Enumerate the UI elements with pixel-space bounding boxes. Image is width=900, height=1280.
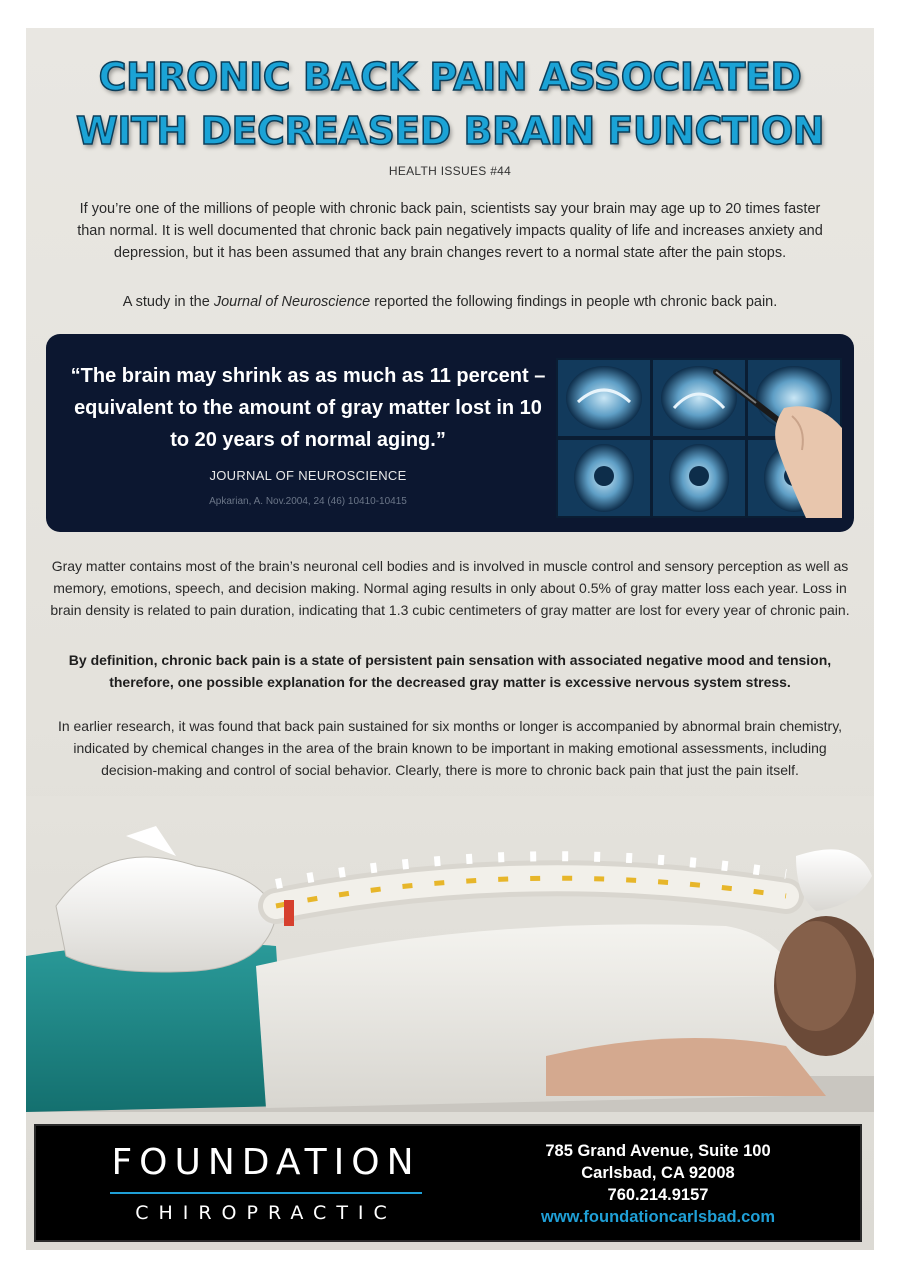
gray-matter-paragraph: Gray matter contains most of the brain’s neuronal cell bodies and is involved in muscle control and sensory perception as well as memory, emotions, speech, and decision making. Normal aging results in only about 0.5% of gray matter loss each year. Loss in brain density is related to pain duration, indicating that 1.3 cubic centimeters of gray matter are lost for every year of chronic pain.	[50, 558, 850, 618]
brand-name: FOUNDATION	[111, 1142, 421, 1183]
issue-number: HEALTH ISSUES #44	[388, 164, 512, 178]
intro-paragraph: If you’re one of the millions of people with chronic back pain, scientists say your brain may age up to 20 times faster than normal. It is well documented that chronic back pain negatively impacts quality of life and increases anxiety and depression, but it has been assumed that any brain changes revert to a normal state after the pain stops.	[77, 201, 823, 261]
journal-name: Journal of Neuroscience	[213, 294, 371, 310]
footer-banner	[34, 1124, 862, 1242]
brand-divider	[110, 1192, 422, 1194]
quote-box	[46, 334, 854, 532]
address-line-2: Carlsbad, CA 92008	[581, 1164, 735, 1182]
pull-quote: “The brain may shrink as as much as 11 percent – equivalent to the amount of gray matter lost in 10 to 20 years of normal aging.”	[70, 365, 546, 451]
contact-info	[488, 1140, 828, 1228]
study-text-after: reported the following findings in people wth chronic back pain.	[370, 294, 778, 310]
quote-citation: Apkarian, A. Nov.2004, 24 (46) 10410-10415	[209, 496, 407, 507]
page-title	[26, 50, 874, 158]
study-text-before: A study in the	[122, 294, 214, 310]
study-reference	[46, 291, 854, 313]
mri-scan-image	[556, 358, 842, 518]
spine-photo-illustration	[26, 796, 874, 1112]
phone-number: 760.214.9157	[607, 1186, 709, 1204]
website-link[interactable]: www.foundationcarlsbad.com	[540, 1208, 776, 1226]
address-line-1: 785 Grand Avenue, Suite 100	[545, 1142, 771, 1160]
quote-source: JOURNAL OF NEUROSCIENCE	[209, 468, 407, 483]
flyer-page	[26, 28, 874, 1250]
mri-scan-illustration	[556, 358, 842, 518]
earlier-research-paragraph: In earlier research, it was found that back pain sustained for six months or longer is accompanied by abnormal brain chemistry, indicated by chemical changes in the area of the brain known to be important in making emotional assessments, including decision-making and control of social behavior. Clearly, there is more to chronic back pain that just the pain itself.	[57, 718, 843, 778]
brand-subtitle: CHIROPRACTIC	[135, 1202, 397, 1224]
spine-model-photo	[26, 796, 874, 1112]
definition-paragraph: By definition, chronic back pain is a state of persistent pain sensation with associated negative mood and tension, therefore, one possible explanation for the decreased gray matter is excessive nervous system stress.	[68, 652, 832, 690]
title-line-1: CHRONIC BACK PAIN ASSOCIATED	[98, 55, 802, 99]
title-line-2: WITH DECREASED BRAIN FUNCTION	[75, 109, 825, 153]
